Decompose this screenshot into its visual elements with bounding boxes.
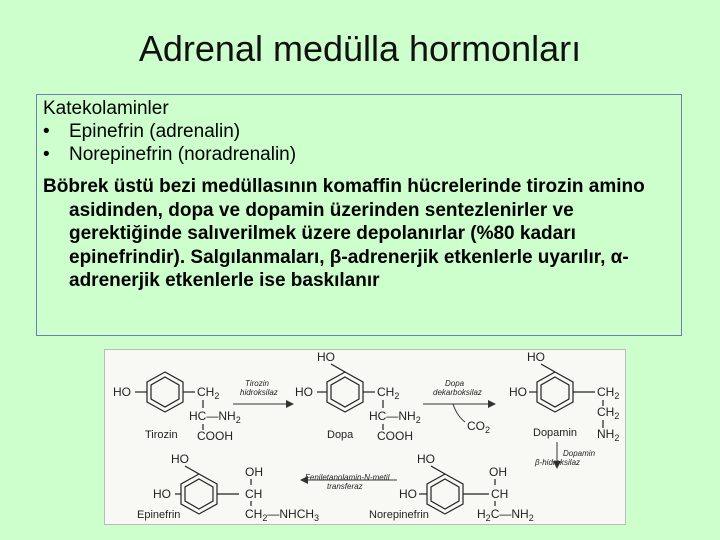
bullet-dot: •	[43, 144, 50, 165]
tirozin-cooh: COOH	[197, 429, 233, 443]
dopamin-structure	[509, 350, 619, 443]
svg-text:CO2: $CO_2$	[467, 419, 491, 435]
svg-text:OH: OH	[245, 465, 263, 479]
svg-text:CH: CH	[245, 487, 263, 501]
bullet-item	[43, 143, 675, 166]
svg-text:CH: CH	[491, 487, 509, 501]
svg-text:dekarboksilaz: dekarboksilaz	[433, 388, 482, 397]
tirozin-ch2: CH	[197, 385, 215, 399]
dopa-ho-top: HO	[317, 350, 335, 364]
svg-text:HC—NH2: $HC—NH_2$	[189, 409, 241, 425]
svg-text:Dopa: Dopa	[445, 379, 465, 388]
tirozin-label: Tirozin	[145, 429, 178, 441]
epinefrin-structure	[137, 452, 319, 523]
norepinefrin-label: Norepinefrin	[369, 509, 429, 521]
svg-text:H2C—NH2: $H_2C—NH_2$	[477, 507, 534, 523]
dopamin-label: Dopamin	[533, 427, 578, 439]
svg-text:HC—NH2: $HC—NH_2$	[369, 409, 421, 425]
svg-text:CH2: $CH_2$	[597, 385, 620, 401]
svg-text:hidroksilaz: hidroksilaz	[240, 388, 278, 397]
svg-text:HO: HO	[399, 487, 417, 501]
section-title: Katekolaminler	[43, 98, 169, 119]
svg-text:OH: OH	[489, 465, 507, 479]
svg-text:CH2: $CH_2$	[377, 385, 400, 401]
enzyme-arrow-3	[534, 442, 596, 468]
tirozin-hc: HC	[189, 409, 207, 423]
svg-text:HO: HO	[171, 452, 189, 466]
dopa-structure	[295, 350, 421, 443]
slide-title: Adrenal medülla hormonları	[138, 28, 582, 69]
svg-text:HO: HO	[527, 350, 545, 364]
bullet-item	[43, 120, 675, 143]
svg-text:HO: HO	[417, 452, 435, 466]
svg-text:HO: HO	[153, 487, 171, 501]
svg-text:NH2: $NH_2$	[597, 427, 620, 443]
bullet-text: Epinefrin (adrenalin)	[69, 121, 241, 142]
svg-text:Feniletanolamin-N-metil: Feniletanolamin-N-metil	[305, 473, 390, 482]
dopa-ho: HO	[295, 385, 313, 399]
svg-text:β-hidroksilaz: β-hidroksilaz	[535, 458, 581, 467]
enzyme-arrow-4	[301, 473, 397, 491]
body-paragraph: Böbrek üstü bezi medüllasının komaffin hücrelerinde tirozin amino asidinden, dopa ve dopamin üzerinden sentezlenirler ve gerektiğinde salıverilmek üzere depolanırlar (%80 kadarı epinefrindir). Salgılanmaları, β-adrenerjik etkenlerle uyarılır, α-adrenerjik etkenlerle ise baskılanır	[43, 176, 645, 291]
norepinefrin-structure	[369, 452, 534, 523]
svg-text:Dopamin: Dopamin	[563, 449, 596, 458]
biosynthesis-diagram	[104, 349, 626, 525]
svg-text:CH2—NHCH3: $CH_2—NHCH_3$	[245, 507, 320, 523]
svg-text:CH2: $CH_2$	[597, 405, 620, 421]
content-box	[36, 94, 682, 336]
tirozin-structure	[113, 372, 241, 443]
svg-text:CH2: $CH_2$	[197, 385, 220, 401]
bullet-text: Norepinefrin (noradrenalin)	[69, 144, 297, 165]
tirozin-nh2: NH	[218, 409, 236, 423]
svg-text:Tirozin: Tirozin	[245, 379, 269, 388]
pathway-svg	[105, 350, 625, 524]
svg-text:HO: HO	[509, 385, 527, 399]
svg-text:COOH: COOH	[377, 429, 413, 443]
enzyme-arrow-2	[423, 379, 495, 435]
enzyme-arrow-1	[233, 379, 293, 404]
co2-text: CO	[467, 419, 485, 433]
bullet-dot: •	[43, 121, 50, 142]
epinefrin-label: Epinefrin	[137, 509, 181, 521]
bullet-list	[43, 120, 675, 166]
tirozin-ho: HO	[113, 385, 131, 399]
svg-text:transferaz: transferaz	[327, 482, 363, 491]
dopa-label: Dopa	[327, 429, 354, 441]
